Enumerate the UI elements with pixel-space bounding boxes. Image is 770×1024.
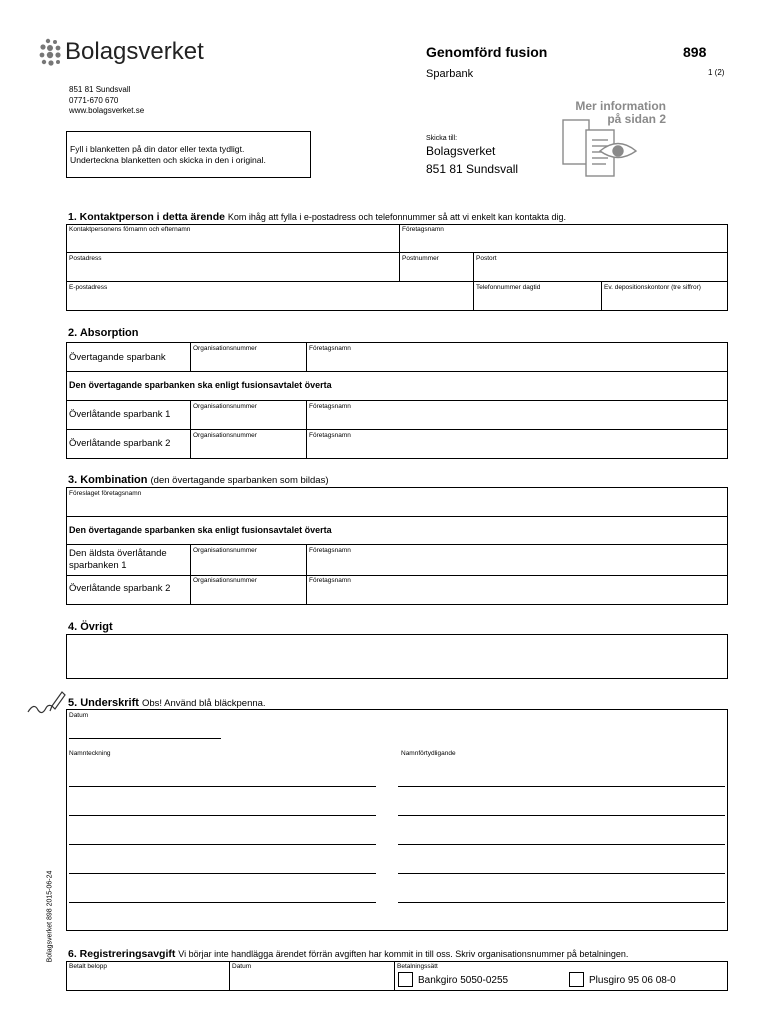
- payment-method-label: Betalningssätt: [397, 963, 438, 970]
- transferring-2-company-field[interactable]: Företagsnamn: [309, 432, 351, 439]
- plusgiro-checkbox[interactable]: [569, 972, 584, 987]
- signature-label: Namnteckning: [69, 750, 111, 757]
- transferring-1-orgnr-field[interactable]: Organisationsnummer: [193, 403, 257, 410]
- proposed-name-field[interactable]: Föreslaget företagsnamn: [69, 490, 142, 497]
- signature-box: [66, 709, 728, 931]
- section-5-heading: 5. Underskrift Obs! Använd blå bläckpenna.: [68, 697, 266, 709]
- acquiring-orgnr-field[interactable]: Organisationsnummer: [193, 345, 257, 352]
- transferring-bank-1-label: Överlåtande sparbank 1: [69, 409, 171, 420]
- bolagsverket-logo: [38, 36, 238, 68]
- phone-field[interactable]: Telefonnummer dagtid: [476, 284, 541, 291]
- email-field[interactable]: E-postadress: [69, 284, 108, 291]
- signature-line-5[interactable]: [69, 902, 376, 903]
- section-2-takeover-title: Den övertagande sparbanken ska enligt fusionsavtalet överta: [69, 380, 332, 390]
- clarification-line-1[interactable]: [398, 786, 725, 787]
- side-form-id: Bolagsverket 898 2015-06-24: [46, 870, 54, 963]
- s3-transferring-2-orgnr-field[interactable]: Organisationsnummer: [193, 577, 257, 584]
- section-2-heading: 2. Absorption: [68, 327, 139, 339]
- document-eye-icon: [560, 118, 640, 180]
- plusgiro-label: Plusgiro 95 06 08-0: [589, 975, 676, 986]
- acquiring-company-field[interactable]: Företagsnamn: [309, 345, 351, 352]
- phone-line: 0771-670 670: [69, 95, 119, 105]
- clarification-label: Namnförtydligande: [401, 750, 456, 757]
- more-info-graphic: [560, 100, 670, 182]
- form-title: Genomförd fusion: [426, 44, 548, 60]
- pen-icon: [26, 688, 66, 718]
- signature-date-line[interactable]: [69, 738, 221, 739]
- transferring-1-company-field[interactable]: Företagsnamn: [309, 403, 351, 410]
- page-number: 1 (2): [708, 68, 725, 77]
- signature-date-label: Datum: [69, 712, 89, 719]
- send-to-label: Skicka till:: [426, 135, 458, 142]
- address-line: 851 81 Sundsvall: [69, 85, 131, 94]
- oldest-orgnr-field[interactable]: Organisationsnummer: [193, 547, 257, 554]
- city-field[interactable]: Postort: [476, 255, 497, 262]
- s3-transferring-2-company-field[interactable]: Företagsnamn: [309, 577, 351, 584]
- section-3-takeover-title: Den övertagande sparbanken ska enligt fusionsavtalet överta: [69, 525, 332, 535]
- paid-amount-field[interactable]: Betalt belopp: [69, 963, 107, 970]
- bankgiro-label: Bankgiro 5050-0255: [418, 975, 509, 986]
- form-subtitle: Sparbank: [426, 68, 474, 80]
- postal-number-field[interactable]: Postnummer: [402, 255, 439, 262]
- oldest-transferring-label: Den äldsta överlåtande sparbanken 1: [69, 548, 167, 571]
- clarification-line-4[interactable]: [398, 873, 725, 874]
- payment-date-field[interactable]: Datum: [232, 963, 252, 970]
- oldest-company-field[interactable]: Företagsnamn: [309, 547, 351, 554]
- deposit-account-field[interactable]: Ev. depositionskontonr (tre siffror): [604, 284, 701, 291]
- instructions-box: [66, 131, 311, 178]
- postal-address-field[interactable]: Postadress: [69, 255, 102, 262]
- section-6-heading: 6. Registreringsavgift Vi börjar inte handlägga ärendet förrän avgiften har kommit in till oss. Skriv organisationsnummer på betalningen.: [68, 948, 629, 960]
- section-4-heading: 4. Övrigt: [68, 621, 113, 633]
- signature-line-2[interactable]: [69, 815, 376, 816]
- contact-name-field[interactable]: Kontaktpersonens förnamn och efternamn: [69, 226, 191, 233]
- clarification-line-3[interactable]: [398, 844, 725, 845]
- company-name-field[interactable]: Företagsnamn: [402, 226, 444, 233]
- send-to-city: 851 81 Sundsvall: [426, 162, 519, 176]
- address-block: [69, 85, 144, 117]
- section-3-transferring-2-label: Överlåtande sparbank 2: [69, 583, 171, 594]
- bankgiro-checkbox[interactable]: [398, 972, 413, 987]
- logo-text: Bolagsverket: [65, 38, 204, 65]
- send-to-name: Bolagsverket: [426, 144, 496, 158]
- send-to-block: [426, 134, 518, 177]
- acquiring-bank-label: Övertagande sparbank: [69, 352, 166, 363]
- other-info-field[interactable]: [66, 634, 728, 679]
- instruction-line-2: Underteckna blanketten och skicka in den i original.: [70, 155, 266, 165]
- section-3-heading: 3. Kombination (den övertagande sparbanken som bildas): [68, 474, 329, 486]
- instruction-line-1: Fyll i blanketten på din dator eller texta tydligt.: [70, 144, 245, 154]
- signature-line-3[interactable]: [69, 844, 376, 845]
- signature-line-1[interactable]: [69, 786, 376, 787]
- form-number: 898: [683, 44, 707, 60]
- transferring-2-orgnr-field[interactable]: Organisationsnummer: [193, 432, 257, 439]
- clarification-line-5[interactable]: [398, 902, 725, 903]
- transferring-bank-2-label: Överlåtande sparbank 2: [69, 438, 171, 449]
- website-line: www.bolagsverket.se: [69, 106, 145, 115]
- logo-mark-icon: [38, 38, 66, 68]
- section-1-heading: 1. Kontaktperson i detta ärende Kom ihåg att fylla i e-postadress och telefonnummer så att vi enkelt kan kontakta dig.: [68, 211, 567, 223]
- more-info-text: Mer information på sidan 2: [575, 99, 666, 126]
- clarification-line-2[interactable]: [398, 815, 725, 816]
- signature-line-4[interactable]: [69, 873, 376, 874]
